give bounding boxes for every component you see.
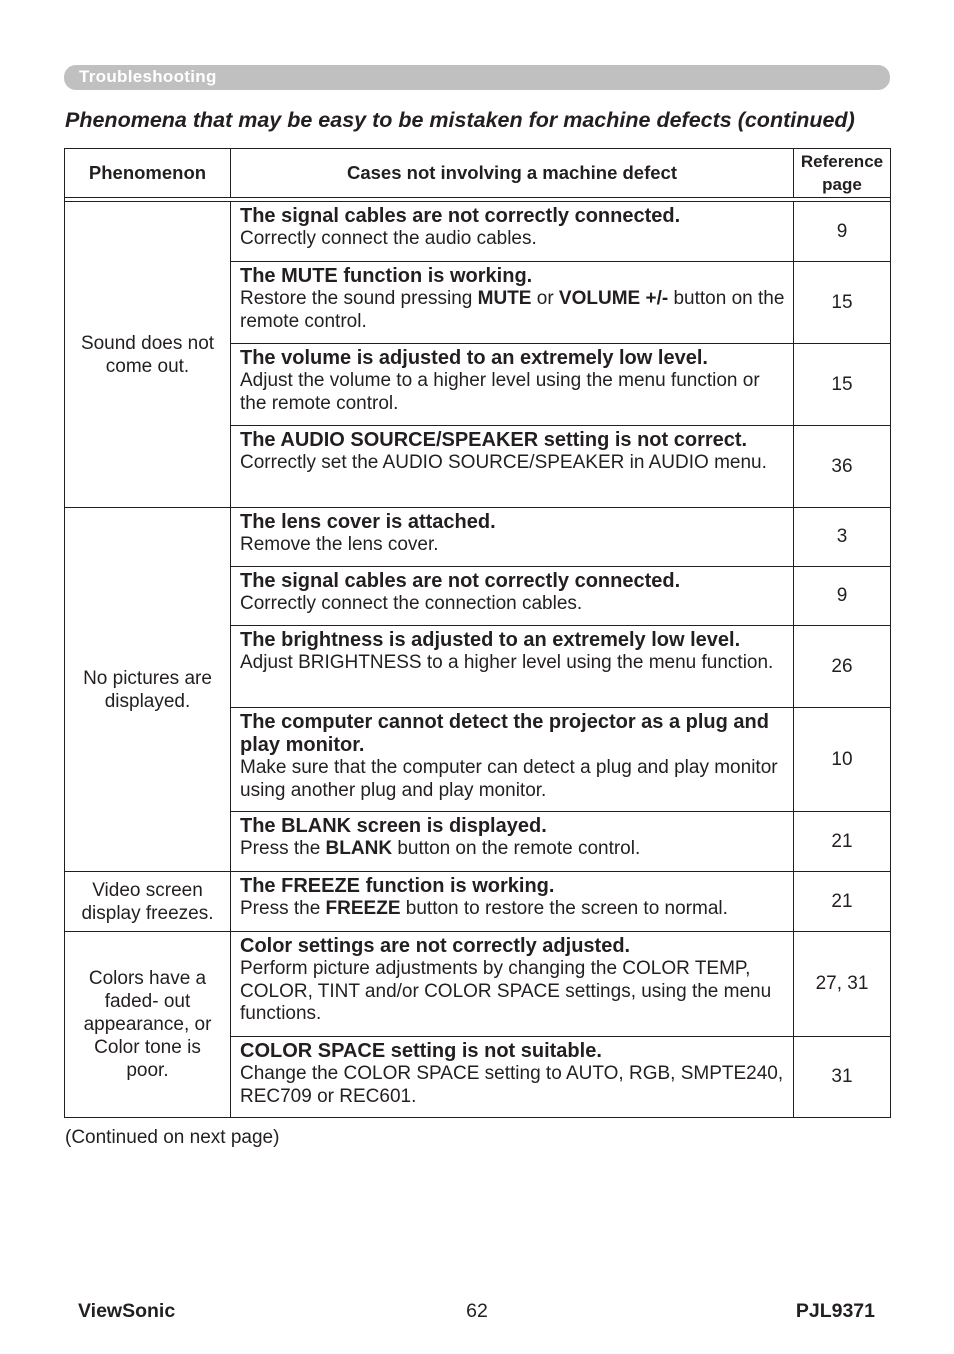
description-text: or <box>531 288 559 309</box>
case-cell <box>231 932 794 1037</box>
description-text: Correctly connect the connection cables. <box>240 593 583 614</box>
description-text: Press the <box>240 898 326 919</box>
case-title: The signal cables are not correctly connected. <box>240 205 681 227</box>
case-cell <box>231 508 794 567</box>
section-label: Troubleshooting <box>79 67 217 86</box>
reference-page-cell: 31 <box>794 1037 891 1118</box>
reference-page-cell: 10 <box>794 708 891 812</box>
phenomenon-cell: No pictures are displayed. <box>65 508 231 872</box>
table-row <box>65 872 891 932</box>
case-cell <box>231 262 794 344</box>
reference-page-cell: 27, 31 <box>794 932 891 1037</box>
description-text: Correctly set the AUDIO SOURCE/SPEAKER in AUDIO menu. <box>240 452 767 473</box>
button-name: BLANK <box>325 838 393 859</box>
case-cell <box>231 626 794 708</box>
case-title: COLOR SPACE setting is not suitable. <box>240 1040 602 1062</box>
case-cell <box>231 344 794 426</box>
description-text: Change the COLOR SPACE setting to AUTO, RGB, SMPTE240, REC709 or REC601. <box>240 1063 784 1107</box>
reference-page-cell: 3 <box>794 508 891 567</box>
table-row <box>65 508 891 567</box>
reference-page-cell: 15 <box>794 344 891 426</box>
case-title: The volume is adjusted to an extremely low level. <box>240 347 708 369</box>
phenomenon-cell: Video screen display freezes. <box>65 872 231 932</box>
header-reference-page <box>794 149 891 198</box>
case-cell <box>231 1037 794 1118</box>
case-title: The signal cables are not correctly connected. <box>240 570 681 592</box>
case-title: The FREEZE function is working. <box>240 875 555 897</box>
header-reference-line2: page <box>822 175 862 194</box>
case-cell <box>231 567 794 626</box>
page-heading: Phenomena that may be easy to be mistaken for machine defects (continued) <box>65 108 855 132</box>
header-phenomenon: Phenomenon <box>65 149 231 198</box>
case-title: The AUDIO SOURCE/SPEAKER setting is not correct. <box>240 429 748 451</box>
table-row <box>65 202 891 262</box>
phenomenon-cell: Sound does not come out. <box>65 202 231 508</box>
reference-page-cell: 36 <box>794 426 891 508</box>
case-description <box>240 757 785 802</box>
case-title: The BLANK screen is displayed. <box>240 815 547 837</box>
reference-page-cell: 15 <box>794 262 891 344</box>
case-title: The MUTE function is working. <box>240 265 533 287</box>
description-text: Make sure that the computer can detect a plug and play monitor using another plug and play monitor. <box>240 757 778 801</box>
troubleshooting-table <box>64 148 891 1118</box>
table-header-row <box>65 149 891 198</box>
description-text: Correctly connect the audio cables. <box>240 228 537 249</box>
description-text: Perform picture adjustments by changing the COLOR TEMP, COLOR, TINT and/or COLOR SPACE settings, using the menu functions. <box>240 958 772 1025</box>
case-description <box>240 958 785 1026</box>
case-title: Color settings are not correctly adjusted. <box>240 935 631 957</box>
footer-page-number: 62 <box>466 1300 488 1322</box>
description-text: Restore the sound pressing <box>240 288 478 309</box>
description-text: button on the remote control. <box>240 288 785 332</box>
description-text: button on the remote control. <box>392 838 641 859</box>
description-text: button to restore the screen to normal. <box>400 898 728 919</box>
table-body <box>65 198 891 1118</box>
section-banner <box>64 65 890 90</box>
header-cases: Cases not involving a machine defect <box>231 149 794 198</box>
description-text: Press the <box>240 838 326 859</box>
reference-page-cell: 9 <box>794 202 891 262</box>
case-title: The brightness is adjusted to an extremely low level. <box>240 629 741 651</box>
button-name: FREEZE <box>325 898 401 919</box>
case-description <box>240 370 785 415</box>
button-name: MUTE <box>477 288 532 309</box>
case-description <box>240 288 785 333</box>
button-name: VOLUME +/- <box>558 288 669 309</box>
case-description <box>240 228 785 251</box>
reference-page-cell: 26 <box>794 626 891 708</box>
case-description <box>240 534 785 557</box>
case-cell <box>231 426 794 508</box>
reference-page-cell: 9 <box>794 567 891 626</box>
case-cell <box>231 708 794 812</box>
continued-note: (Continued on next page) <box>65 1127 280 1148</box>
reference-page-cell: 21 <box>794 812 891 872</box>
header-reference-line1: Reference <box>800 152 884 171</box>
case-title: The lens cover is attached. <box>240 511 496 533</box>
case-description <box>240 593 785 616</box>
case-description <box>240 898 785 921</box>
case-description <box>240 1063 785 1108</box>
case-description <box>240 838 785 861</box>
footer-model: PJL9371 <box>795 1300 875 1322</box>
description-text: Adjust the volume to a higher level using the menu function or the remote control. <box>240 370 760 414</box>
case-title: The computer cannot detect the projector as a plug and play monitor. <box>240 711 769 756</box>
case-cell <box>231 812 794 872</box>
description-text: Adjust BRIGHTNESS to a higher level using the menu function. <box>240 652 774 673</box>
phenomenon-cell: Colors have a faded- out appearance, or Color tone is poor. <box>65 932 231 1118</box>
reference-page-cell: 21 <box>794 872 891 932</box>
case-description <box>240 652 785 675</box>
case-cell <box>231 872 794 932</box>
footer-brand: ViewSonic <box>78 1300 176 1322</box>
table-row <box>65 932 891 1037</box>
description-text: Remove the lens cover. <box>240 534 439 555</box>
case-description <box>240 452 785 475</box>
case-cell <box>231 202 794 262</box>
